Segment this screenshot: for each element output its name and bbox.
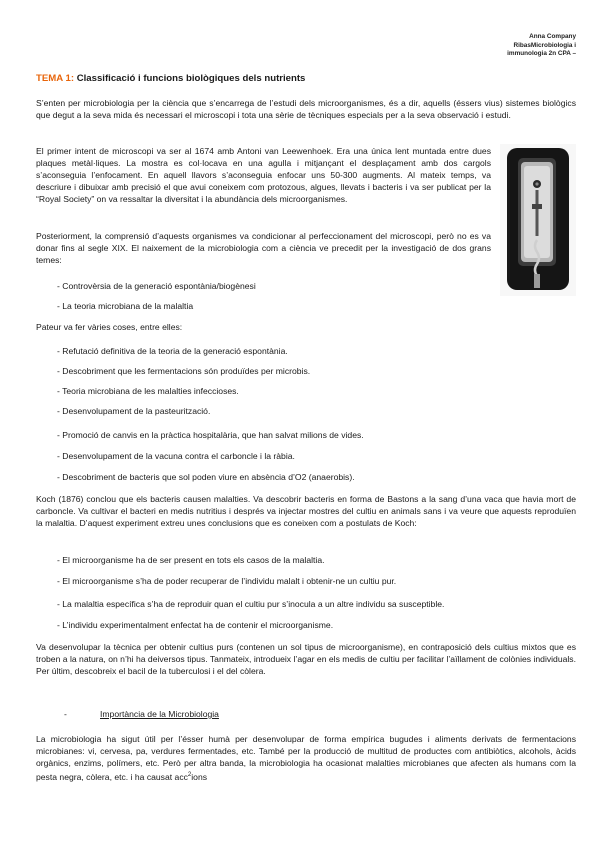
page-title (36, 73, 305, 85)
intro-paragraph: S’enten per microbiologia per la ciència que s’encarrega de l’estudi dels microorganismes, és a dir, aquells (éssers vius) sistemes biològics que degut a la seva mida és necessari el microscopi i tota una sèrie de tècniques especials per a la seva observació i estudi. (36, 98, 576, 120)
later-paragraph (36, 230, 576, 266)
pasteur-item: - Refutació definitiva de la teoria de la generació espontània. (57, 346, 288, 356)
later-paragraph-text: Posteriorment, la comprensió d’aquests organismes va condicionar al perfeccionament del microscopi, però no es va donar fins al segle XIX. El naixement de la microbiologia com a ciència ve precedit per la investigació de dos grans temes: (36, 231, 491, 265)
pasteur-item: - Descobriment que les fermentacions són produïdes per microbis. (57, 366, 311, 376)
importance-superscript: 2 (187, 772, 192, 778)
koch-postulate: - La malaltia específica s’ha de reproduir quan el cultiu pur s’inocula a un altre individu sa susceptible. (57, 599, 445, 609)
pasteur-item: - Desenvolupament de la vacuna contra el carboncle i la ràbia. (57, 451, 295, 461)
topic-item: - La teoria microbiana de la malaltia (57, 301, 194, 311)
koch-postulate: - El microorganisme ha de ser present en tots els casos de la malaltia. (57, 555, 325, 565)
course-line-1: RibasMicrobiologia i (513, 41, 576, 49)
document-header (466, 33, 576, 59)
koch-postulate: - L’individu experimentalment enfectat ha de contenir el microorganisme. (57, 620, 334, 630)
course-line-2: immunologia 2n CPA – (507, 50, 576, 58)
section-title: Importància de la Microbiologia (100, 709, 219, 719)
section-bullet: - (64, 709, 67, 719)
importance-paragraph (36, 733, 576, 783)
koch-postulate: - El microorganisme s’ha de poder recuperar de l’individu malalt i obtenir-ne un cultiu pur. (57, 576, 397, 586)
title-text: Classificació i funcions biològiques dels nutrients (76, 73, 306, 84)
cultures-paragraph: Va desenvolupar la tècnica per obtenir cultius purs (contenen un sol tipus de microorganisme), en contraposició dels cultius mixtos que es troben a la natura, on n’hi ha deiversos tipus. Tanmateix, introdueix l’agar en els medis de cultiu per facilitar l’aïllament de colònies individuals. Per últim, descobreix el bacil de la tuberculosi i el del còlera. (36, 642, 576, 676)
microscope-photo (500, 144, 576, 296)
topic-item: - Controvèrsia de la generació espontània/biogènesi (57, 281, 256, 291)
title-prefix: TEMA 1: (36, 73, 75, 84)
pasteur-item: - Descobriment de bacteris que sol poden viure en absència d’O2 (anaerobis). (57, 472, 355, 482)
importance-text-end: ions (191, 771, 208, 782)
author-name: Anna Company (529, 33, 576, 40)
pasteur-item: - Teoria microbiana de les malalties infeccioses. (57, 386, 239, 396)
pasteur-paragraph: Pateur va fer vàries coses, entre elles: (36, 322, 183, 332)
first-microscope-paragraph: El primer intent de microscopi va ser al 1674 amb Antoni van Leewenhoek. Era una única lent muntada entre dues plaques metàl·liques. La mostra es col·locava en una agulla i mitjançant el desplaçament amb dos cargols s’aconseguia l’enfocament. En aquell llavors s’aconseguia enfocar uns 50-300 augments. Al mateix temps, va descriure i dibuixar amb precisió el que avui coneixem com protozous, algues, llevats i bacteris i va ser publicat per la “Royal Society” on va ressaltar la diversitat i la abundància dels microorganismes. (36, 146, 491, 204)
importance-text: La microbiologia ha sigut útil per l’ésser humà per desenvolupar de forma empírica bugudes i aliments derivats de fermentacions microbianes: vi, cervesa, pa, verdures fermentades, etc. També per la producció de multitud de productes com antibiòtics, alcohols, àcids orgànics, enzims, polímers, etc. Però per altra banda, la microbiologia ha ocasionat malalties microbianes que afecten als humans com la pesta negra, còlera, etc. i ha causat acc (36, 734, 576, 782)
koch-paragraph: Koch (1876) conclou que els bacteris causen malalties. Va descobrir bacteris en forma de Bastons a la sang d’una vaca que havia mort de carboncle. Va cultivar el bacteri en medis nutritius i després va injectar mostres del cultiu en animals sans i va veure que aquests reproduïen la malaltia. D’aquest experiment extreu unes conclusions que es coneixen com a postulats de Koch: (36, 494, 576, 528)
leeuwenhoek-microscope-image (500, 144, 576, 296)
pasteur-item: - Desenvolupament de la pasteurització. (57, 406, 211, 416)
pasteur-item: - Promoció de canvis en la pràctica hospitalària, que han salvat milions de vides. (57, 430, 364, 440)
